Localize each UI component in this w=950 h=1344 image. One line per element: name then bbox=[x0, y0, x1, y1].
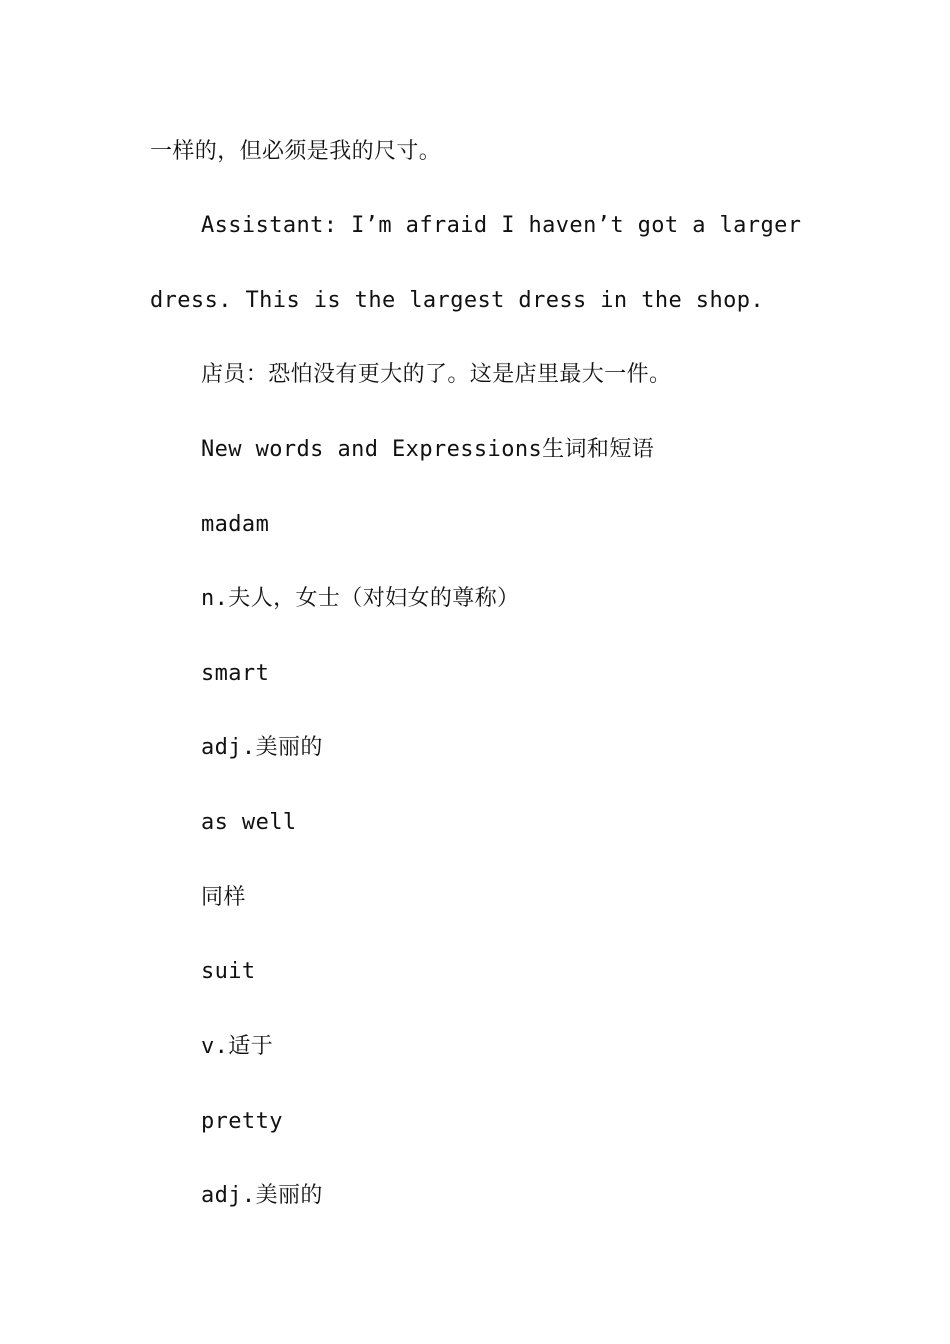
vocab-word: suit bbox=[201, 959, 256, 984]
dialogue-line-continued: dress. This is the largest dress in the shop. bbox=[150, 288, 765, 313]
translation-line: 店员：恐怕没有更大的了。这是店里最大一件。 bbox=[201, 362, 672, 387]
paragraph-line: 一样的，但必须是我的尺寸。 bbox=[150, 139, 442, 164]
vocab-word: pretty bbox=[201, 1109, 283, 1134]
dialogue-line: Assistant: I’m afraid I haven’t got a larger bbox=[201, 213, 802, 238]
vocab-word: as well bbox=[201, 810, 297, 835]
vocab-definition: n.夫人，女士（对妇女的尊称） bbox=[201, 586, 520, 611]
vocab-word: madam bbox=[201, 512, 270, 537]
vocab-word: smart bbox=[201, 661, 270, 686]
vocab-definition: v.适于 bbox=[201, 1034, 274, 1059]
vocab-definition: adj.美丽的 bbox=[201, 1183, 323, 1208]
vocab-definition: 同样 bbox=[201, 885, 246, 910]
vocab-definition: adj.美丽的 bbox=[201, 735, 323, 760]
section-heading: New words and Expressions生词和短语 bbox=[201, 437, 655, 462]
